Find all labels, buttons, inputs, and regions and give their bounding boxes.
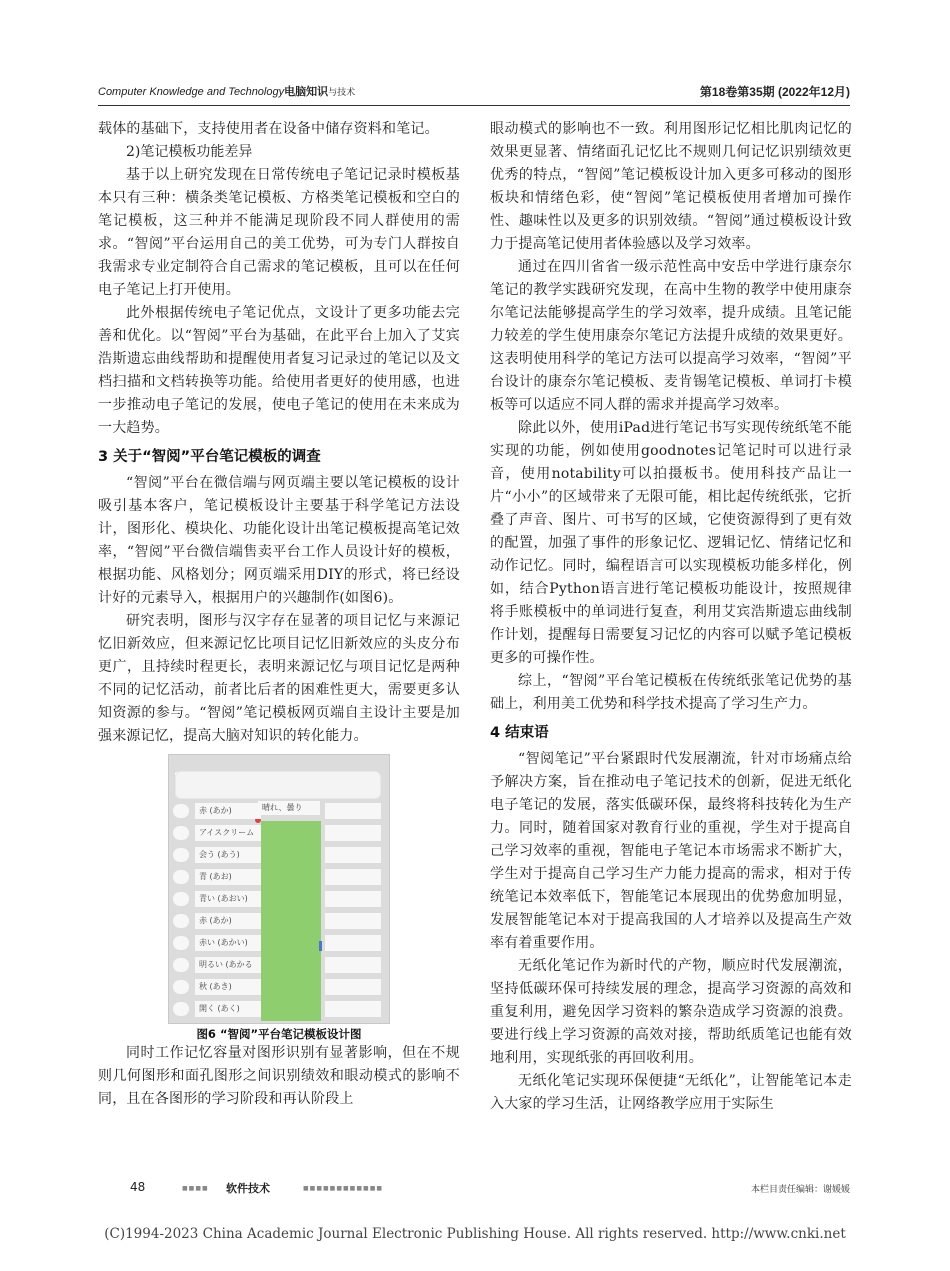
- template-screenshot: [168, 754, 390, 1024]
- answer-cell: [325, 935, 381, 951]
- word-row: [173, 847, 263, 863]
- word-row: [173, 825, 263, 841]
- answer-cell: [325, 891, 381, 907]
- answer-cell: [325, 979, 381, 995]
- answer-cell: [325, 957, 381, 973]
- subsection-title: 2)笔记模板功能差异: [126, 144, 253, 160]
- paragraph: 除此以外，使用iPad进行笔记书写实现传统纸笔不能实现的功能，例如使用goodnotes记笔记时可以进行录音，使用notability可以拍摄板书。使用科技产品让一片“小小”的区域带来了无限可能，相比起传统纸张，它折叠了声音、图片、可书写的区域，它使资源得到了更有效的配置，加强了事件的形象记忆、逻辑记忆、情绪记忆和动作记忆。同时，编程语言可以实现模板功能多样化，例如，结合Python语言进行笔记模板功能设计，按照规律将手账模板中的单词进行复查，利用艾宾浩斯遗忘曲线制作计划，提醒每日需要复习记忆的内容可以赋予笔记模板更多的可操作性。: [490, 420, 852, 666]
- word-label: 青い (あおい): [195, 891, 261, 907]
- paragraph: “智阅”平台在微信端与网页端主要以笔记模板的设计吸引基本客户，笔记模板设计主要基于科学笔记方法设计，图形化、模块化、功能化设计出笔记模板提高笔记效率，“智阅”平台微信端售卖平台工作人员设计好的模板，根据功能、风格划分；网页端采用DIY的形式，将已经设计好的元素导入，根据用户的兴趣制作(如图6)。: [98, 475, 460, 606]
- row-circle: [173, 870, 189, 884]
- paragraph: 同时工作记忆容量对图形识别有显著影响，但在不规则几何图形和面孔图形之间识别绩效和眼动模式的影响不同，且在各图形的学习阶段和再认阶段上: [98, 1045, 460, 1107]
- issue-info: 第18卷第35期 (2022年12月): [699, 85, 850, 99]
- word-row: [173, 935, 263, 951]
- word-label: 赤 (あか): [195, 913, 261, 929]
- right-column: [490, 118, 852, 1116]
- word-label: 赤い (あかい): [195, 935, 261, 951]
- left-column: [98, 118, 460, 1111]
- word-row: [173, 957, 263, 973]
- journal-name: [98, 83, 355, 99]
- footer-decoration: ■■■■: [182, 1185, 209, 1192]
- paragraph: 无纸化笔记实现环保便捷“无纸化”，让智能笔记本走入大家的学习生活，让网络教学应用于实际生: [490, 1073, 852, 1112]
- row-circle: [173, 848, 189, 862]
- paragraph: 研究表明，图形与汉字存在显著的项目记忆与来源记忆旧新效应，但来源记忆比项目记忆旧新效应的头皮分布更广，且持续时程更长，表明来源记忆与项目记忆是两种不同的记忆活动，前者比后者的困难性更大，需要更多认知资源的参与。“智阅”笔记模板网页端自主设计主要是加强来源记忆，提高大脑对知识的转化能力。: [98, 613, 460, 744]
- page-header: [98, 83, 850, 106]
- footer-section-name: 软件技术: [226, 1182, 270, 1195]
- page-number: 48: [130, 1180, 146, 1194]
- row-circle: [173, 958, 189, 972]
- paragraph: 眼动模式的影响也不一致。利用图形记忆相比肌肉记忆的效果更显著、情绪面孔记忆比不规则几何记忆识别绩效更优秀的特点，“智阅”笔记模板设计加入更多可移动的图形板块和情绪色彩，使“智阅”笔记模板使用者增加可操作性、趣味性以及更多的识别效绩。“智阅”通过模板设计致力于提高笔记使用者体验感以及学习效率。: [490, 121, 852, 252]
- word-row: [173, 913, 263, 929]
- answer-cell: [325, 847, 381, 863]
- copyright-notice: (C)1994-2023 China Academic Journal Electronic Publishing House. All rights reserved. http://www.cnki.net: [104, 1226, 846, 1242]
- word-row: [173, 803, 263, 819]
- answer-cell: [325, 869, 381, 885]
- word-row: [173, 1001, 263, 1017]
- answer-cell: [325, 913, 381, 929]
- word-row: [173, 979, 263, 995]
- figure-caption: 图6 “智阅”平台笔记模板设计图: [196, 1027, 362, 1041]
- paragraph: “智阅笔记”平台紧跟时代发展潮流，针对市场痛点给予解决方案，旨在推动电子笔记技术的创新，促进无纸化电子笔记的发展，落实低碳环保，最终将科技转化为生产力。同时，随着国家对教育行业的重视，学生对于提高自己学习效率的重视，智能电子笔记本市场需求不断扩大，学生对于提高自己学习生产力能力提高的需求，相对于传统笔记本效率低下，智能笔记本展现出的优势愈加明显，发展智能笔记本对于提高我国的人才培养以及提高生产效率有着重要作用。: [490, 751, 852, 951]
- journal-name-cn-small: 与技术: [328, 87, 356, 97]
- word-label: 赤 (あか): [195, 803, 261, 819]
- row-circle: [173, 1002, 189, 1016]
- answer-cell: [325, 825, 381, 841]
- journal-name-en: Computer Knowledge and Technology: [98, 86, 285, 98]
- section-heading: 3 关于“智阅”平台笔记模板的调查: [98, 449, 321, 465]
- paragraph: 通过在四川省省一级示范性高中安岳中学进行康奈尔笔记的教学实践研究发现，在高中生物的教学中使用康奈尔笔记法能够提高学生的学习效率，提升成绩。且笔记能力较差的学生使用康奈尔笔记方法提升成绩的效果更好。这表明使用科学的笔记方法可以提高学习效率，“智阅”平台设计的康奈尔笔记模板、麦肯锡笔记模板、单词打卡模板等可以适应不同人群的需求并提高学习效率。: [490, 259, 852, 413]
- drag-handle: [319, 941, 322, 951]
- section-heading: 4 结束语: [490, 725, 549, 741]
- toolbar-dots: [175, 761, 383, 767]
- template-header-cell: 晴れ、曇り: [258, 801, 320, 815]
- paragraph: 综上，“智阅”平台笔记模板在传统纸张笔记优势的基础上，利用美工优势和科学技术提高了学习生产力。: [490, 673, 852, 712]
- footer-decoration: ■■■■■■■■■■■■: [303, 1185, 384, 1192]
- answer-cell: [325, 1001, 381, 1017]
- paragraph: 此外根据传统电子笔记优点，文设计了更多功能去完善和优化。以“智阅”平台为基础，在此平台上加入了艾宾浩斯遗忘曲线帮助和提醒使用者复习记录过的笔记以及文档扫描和文档转换等功能。给使用者更好的使用感，也进一步推动电子笔记的发展，使电子笔记的使用在未来成为一大趋势。: [98, 305, 460, 436]
- row-circle: [173, 804, 189, 818]
- word-label: アイスクリーム: [195, 825, 261, 841]
- paragraph: 载体的基础下，支持使用者在设备中储存资料和笔记。: [98, 121, 439, 137]
- template-title-box: [175, 771, 381, 799]
- journal-name-cn: 电脑知识: [284, 86, 329, 98]
- word-row: [173, 891, 263, 907]
- paragraph: 无纸化笔记作为新时代的产物，顺应时代发展潮流，坚持低碳环保可持续发展的理念，提高学习资源的高效和重复利用，避免因学习资料的繁杂造成学习资源的浪费。要进行线上学习资源的高效对接，帮助纸质笔记也能有效地利用，实现纸张的再回收利用。: [490, 958, 852, 1066]
- green-column: [261, 821, 321, 1021]
- word-row: [173, 869, 263, 885]
- footer-editor: 本栏目责任编辑：谢媛媛: [750, 1185, 850, 1195]
- answer-cell: [325, 803, 381, 819]
- word-label: 明るい (あかる: [195, 957, 261, 973]
- row-circle: [173, 914, 189, 928]
- page-footer: [98, 1180, 850, 1200]
- word-label: 会う (あう): [195, 847, 261, 863]
- figure-6: [98, 754, 460, 1042]
- paragraph: 基于以上研究发现在日常传统电子笔记记录时模板基本只有三种：横条类笔记模板、方格类笔记模板和空白的笔记模板，这三种并不能满足现阶段不同人群使用的需求。“智阅”平台运用自己的美工优势，可为专门人群按自我需求专业定制符合自己需求的笔记模板，且可以在任何电子笔记上打开使用。: [98, 167, 460, 298]
- row-circle: [173, 892, 189, 906]
- row-circle: [173, 936, 189, 950]
- row-circle: [173, 826, 189, 840]
- word-label: 秋 (あき): [195, 979, 261, 995]
- row-circle: [173, 980, 189, 994]
- word-label: 青 (あお): [195, 869, 261, 885]
- word-label: 開く (あく): [195, 1001, 261, 1017]
